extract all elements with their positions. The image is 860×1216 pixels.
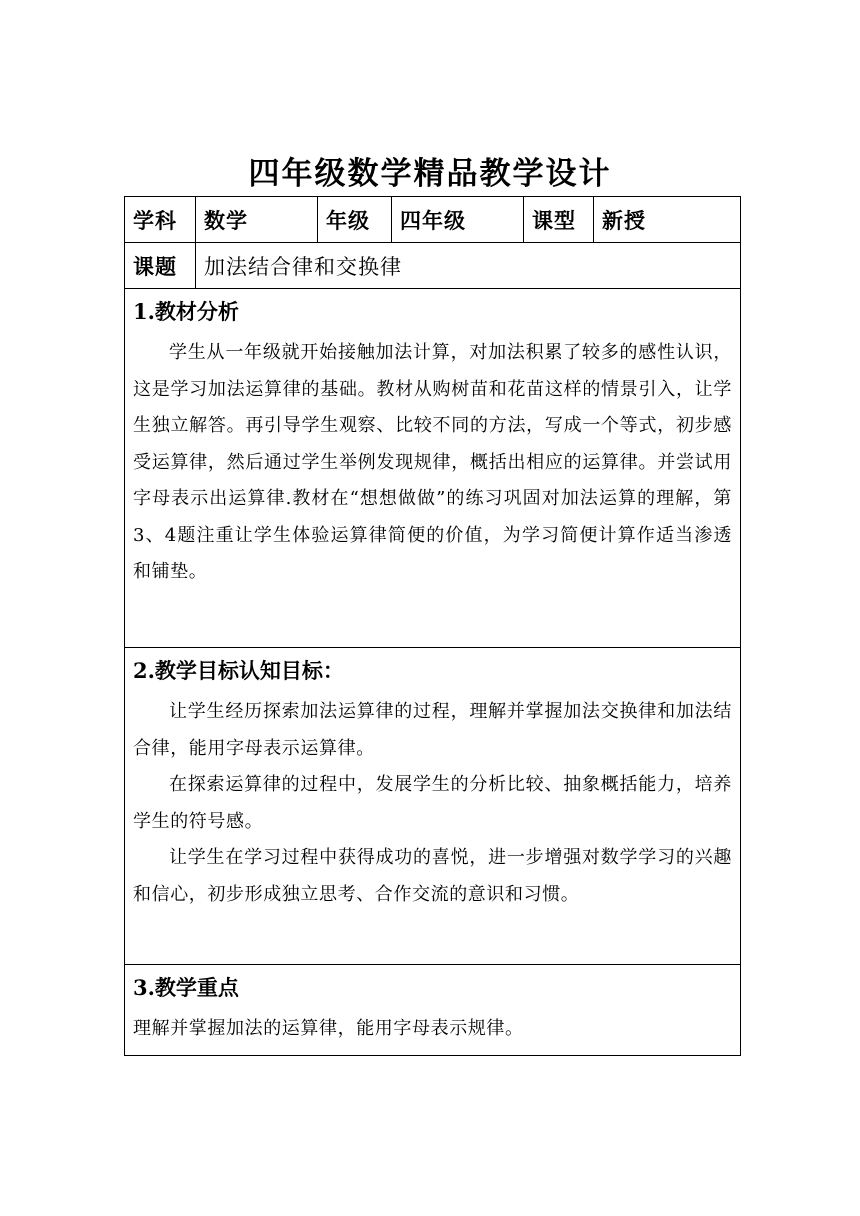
section-row-material-analysis [125, 289, 741, 648]
grade-label: 年级 [318, 197, 392, 243]
section-key-points [125, 965, 741, 1056]
topic-row [125, 243, 741, 289]
topic-value: 加法结合律和交换律 [196, 243, 741, 289]
section-heading: 3.教学重点 [133, 975, 239, 1000]
section-row-key-points [125, 965, 741, 1056]
section-paragraph: 理解并掌握加法的运算律，能用字母表示规律。 [133, 1018, 524, 1039]
section-teaching-goals [125, 648, 741, 965]
section-row-teaching-goals [125, 648, 741, 965]
info-row [125, 197, 741, 243]
grade-value: 四年级 [392, 197, 524, 243]
type-value: 新授 [594, 197, 741, 243]
type-label: 课型 [524, 197, 594, 243]
subject-label: 学科 [125, 197, 196, 243]
document-title: 四年级数学精品教学设计 [248, 156, 612, 192]
lesson-plan-table [124, 196, 741, 1056]
section-heading: 1.教材分析 [133, 299, 239, 324]
section-material-analysis [125, 289, 741, 648]
section-heading: 2.教学目标认知目标： [133, 658, 344, 683]
section-paragraph: 学生从一年级就开始接触加法计算，对加法积累了较多的感性认识，这是学习加法运算律的基础。教材从购树苗和花苗这样的情景引入，让学生独立解答。再引导学生观察、比较不同的方法，写成一个等式，初步感受运算律，然后通过学生举例发现规律，概括出相应的运算律。并尝试用字母表示出运算律.教材在“想想做做”的练习巩固对加法运算的理解，第3、4题注重让学生体验运算律简便的价值，为学习简便计算作适当渗透和铺垫。 [133, 342, 732, 582]
topic-label: 课题 [125, 243, 196, 289]
section-paragraph: 让学生在学习过程中获得成功的喜悦，进一步增强对数学学习的兴趣和信心，初步形成独立思考、合作交流的意识和习惯。 [133, 847, 732, 905]
section-paragraph: 在探索运算律的过程中，发展学生的分析比较、抽象概括能力，培养学生的符号感。 [133, 774, 732, 832]
subject-value: 数学 [196, 197, 318, 243]
section-paragraph: 让学生经历探索加法运算律的过程，理解并掌握加法交换律和加法结合律，能用字母表示运算律。 [133, 701, 732, 759]
